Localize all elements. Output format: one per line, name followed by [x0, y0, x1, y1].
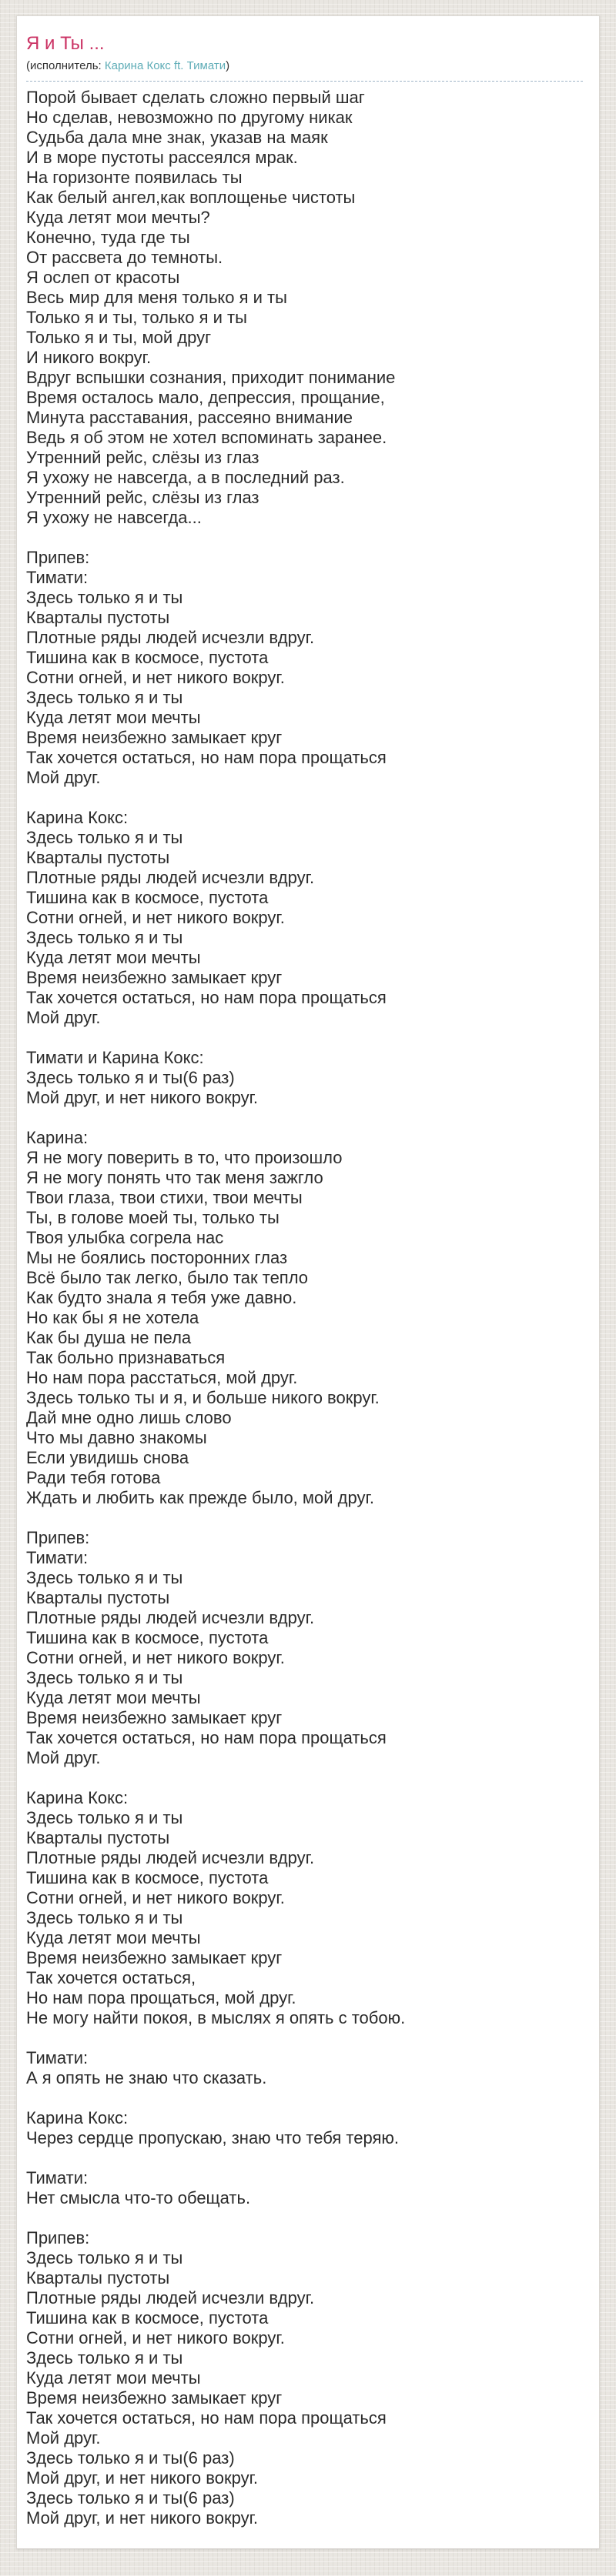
- artist-label-open: (исполнитель:: [26, 59, 105, 72]
- lyric-line: Куда летят мои мечты: [26, 2368, 201, 2387]
- lyric-line: Здесь только я и ты: [26, 2348, 183, 2367]
- lyric-line: Нет смысла что-то обещать.: [26, 2188, 251, 2207]
- lyric-line: Но сделав, невозможно по другому никак: [26, 108, 353, 127]
- lyric-line: Кварталы пустоты: [26, 608, 170, 627]
- lyric-line: Кварталы пустоты: [26, 848, 170, 867]
- lyric-line: Кварталы пустоты: [26, 2268, 170, 2287]
- lyric-line: Карина:: [26, 1128, 89, 1147]
- lyric-line: На горизонте появилась ты: [26, 168, 243, 187]
- lyric-line: Мой друг, и нет никого вокруг.: [26, 2508, 259, 2528]
- stanza: [26, 2048, 582, 2088]
- lyric-line: Куда летят мои мечты: [26, 1688, 201, 1707]
- stanza: [26, 1788, 582, 2028]
- lyric-line: Мой друг.: [26, 1748, 101, 1767]
- stanza: [26, 808, 582, 1028]
- lyric-line: Весь мир для меня только я и ты: [26, 288, 287, 307]
- page-background: [0, 15, 616, 2576]
- lyric-line: Так хочется остаться,: [26, 1968, 196, 1987]
- lyric-line: Плотные ряды людей исчезли вдруг.: [26, 1848, 315, 1867]
- lyric-line: Здесь только я и ты: [26, 588, 183, 607]
- lyric-line: Только я и ты, мой друг: [26, 328, 212, 347]
- lyric-line: Припев:: [26, 2228, 90, 2247]
- lyric-line: Дай мне одно лишь слово: [26, 1408, 232, 1427]
- stanza: [26, 1528, 582, 1768]
- lyric-line: Здесь только я и ты: [26, 2248, 183, 2267]
- lyric-line: Мой друг.: [26, 2428, 101, 2448]
- lyric-line: Ради тебя готова: [26, 1468, 161, 1487]
- lyric-line: Как белый ангел,как воплощенье чистоты: [26, 188, 356, 207]
- artist-label-close: ): [226, 59, 230, 72]
- lyric-line: Я ухожу не навсегда...: [26, 508, 202, 527]
- lyric-line: Куда летят мои мечты: [26, 1928, 201, 1947]
- lyric-line: Здесь только я и ты: [26, 928, 183, 947]
- lyric-line: Кварталы пустоты: [26, 1588, 170, 1607]
- lyric-line: Утренний рейс, слёзы из глаз: [26, 448, 259, 467]
- lyric-line: Так хочется остаться, но нам пора прощаться: [26, 2408, 387, 2428]
- lyric-line: Здесь только я и ты(6 раз): [26, 2488, 235, 2508]
- lyric-line: Кварталы пустоты: [26, 1828, 170, 1847]
- lyric-line: Я не могу поверить в то, что произошло: [26, 1148, 343, 1167]
- lyric-line: Тишина как в космосе, пустота: [26, 1628, 269, 1647]
- lyric-line: Здесь только я и ты: [26, 828, 183, 847]
- lyric-line: И никого вокруг.: [26, 348, 152, 367]
- lyric-line: Здесь только я и ты(6 раз): [26, 1068, 235, 1087]
- lyric-line: Судьба дала мне знак, указав на маяк: [26, 128, 328, 147]
- stanza: [26, 2108, 582, 2148]
- lyric-line: Так больно признаваться: [26, 1348, 226, 1367]
- lyric-line: Утренний рейс, слёзы из глаз: [26, 488, 259, 507]
- song-title: Я и Ты ...: [26, 33, 105, 54]
- lyric-line: Так хочется остаться, но нам пора прощаться: [26, 988, 387, 1007]
- lyrics-card: [16, 15, 600, 2549]
- lyric-line: Через сердце пропускаю, знаю что тебя теряю.: [26, 2128, 399, 2147]
- lyric-line: Время неизбежно замыкает круг: [26, 968, 283, 987]
- lyric-line: Здесь только я и ты: [26, 688, 183, 707]
- lyric-line: Припев:: [26, 1528, 90, 1547]
- lyric-line: Куда летят мои мечты: [26, 948, 201, 967]
- stanza: [26, 548, 582, 788]
- lyric-line: Сотни огней, и нет никого вокруг.: [26, 668, 285, 687]
- lyric-line: Здесь только я и ты: [26, 1668, 183, 1687]
- lyric-line: Тишина как в космосе, пустота: [26, 2308, 269, 2327]
- artist-line: [26, 59, 582, 73]
- lyric-line: Плотные ряды людей исчезли вдруг.: [26, 868, 315, 887]
- lyric-line: Мой друг.: [26, 1008, 101, 1027]
- lyric-line: Мой друг.: [26, 768, 101, 787]
- lyric-line: Плотные ряды людей исчезли вдруг.: [26, 1608, 315, 1627]
- lyric-line: Вдруг вспышки сознания, приходит понимание: [26, 368, 396, 387]
- lyric-line: Конечно, туда где ты: [26, 228, 190, 247]
- lyric-line: Твои глаза, твои стихи, твои мечты: [26, 1188, 303, 1207]
- lyric-line: Тимати:: [26, 2168, 89, 2187]
- lyric-line: Всё было так легко, было так тепло: [26, 1268, 309, 1287]
- lyric-line: Если увидишь снова: [26, 1448, 189, 1467]
- lyric-line: Сотни огней, и нет никого вокруг.: [26, 1888, 285, 1907]
- lyric-line: Ждать и любить как прежде было, мой друг.: [26, 1488, 374, 1507]
- lyric-line: Минута расставания, рассеяно внимание: [26, 408, 353, 427]
- lyric-line: Тишина как в космосе, пустота: [26, 1868, 269, 1887]
- lyric-line: Не могу найти покоя, в мыслях я опять с тобою.: [26, 2008, 406, 2027]
- lyric-line: Я ухожу не навсегда, а в последний раз.: [26, 468, 345, 487]
- artist-ft-separator: ft.: [170, 59, 187, 72]
- lyric-line: Сотни огней, и нет никого вокруг.: [26, 908, 285, 927]
- lyric-line: Время неизбежно замыкает круг: [26, 1708, 283, 1727]
- lyric-line: Как будто знала я тебя уже давно.: [26, 1288, 297, 1307]
- lyric-line: Я ослеп от красоты: [26, 268, 180, 287]
- lyric-line: Плотные ряды людей исчезли вдруг.: [26, 628, 315, 647]
- lyric-line: Ведь я об этом не хотел вспоминать заранее.: [26, 428, 387, 447]
- lyric-line: Только я и ты, только я и ты: [26, 308, 247, 327]
- lyric-line: Что мы давно знакомы: [26, 1428, 207, 1447]
- lyric-line: Карина Кокс:: [26, 2108, 129, 2127]
- lyric-line: Тишина как в космосе, пустота: [26, 648, 269, 667]
- lyric-line: Сотни огней, и нет никого вокруг.: [26, 1648, 285, 1667]
- lyric-line: Так хочется остаться, но нам пора прощаться: [26, 1728, 387, 1747]
- lyric-line: Здесь только я и ты: [26, 1568, 183, 1587]
- lyric-line: Плотные ряды людей исчезли вдруг.: [26, 2288, 315, 2307]
- artist-link-timati[interactable]: Тимати: [186, 59, 226, 72]
- lyric-line: Куда летят мои мечты: [26, 708, 201, 727]
- lyric-line: Мы не боялись посторонних глаз: [26, 1248, 288, 1267]
- lyric-line: Время неизбежно замыкает круг: [26, 728, 283, 747]
- lyric-line: Карина Кокс:: [26, 808, 129, 827]
- lyric-line: Тимати:: [26, 1548, 89, 1567]
- lyric-line: Мой друг, и нет никого вокруг.: [26, 2468, 259, 2488]
- stanza: [26, 1048, 582, 1108]
- lyric-line: Припев:: [26, 548, 90, 567]
- lyric-line: Но нам пора расстаться, мой друг.: [26, 1368, 298, 1387]
- lyric-line: Мой друг, и нет никого вокруг.: [26, 1088, 259, 1107]
- lyric-line: Тимати:: [26, 2048, 89, 2067]
- artist-link-karina-koks[interactable]: Карина Кокс: [104, 59, 171, 72]
- lyric-line: Время неизбежно замыкает круг: [26, 2388, 283, 2407]
- lyric-line: Время неизбежно замыкает круг: [26, 1948, 283, 1967]
- lyric-line: И в море пустоты рассеялся мрак.: [26, 148, 298, 167]
- lyric-line: Так хочется остаться, но нам пора прощаться: [26, 748, 387, 767]
- lyric-line: Как бы душа не пела: [26, 1328, 192, 1347]
- lyric-line: Тимати и Карина Кокс:: [26, 1048, 204, 1067]
- stanza: [26, 88, 582, 528]
- stanza: [26, 2168, 582, 2208]
- lyric-line: Ты, в голове моей ты, только ты: [26, 1208, 280, 1227]
- lyric-line: Тимати:: [26, 568, 89, 587]
- lyric-line: Здесь только я и ты(6 раз): [26, 2448, 235, 2468]
- lyric-line: Порой бывает сделать сложно первый шаг: [26, 88, 365, 107]
- lyric-line: Здесь только я и ты: [26, 1908, 183, 1927]
- lyric-line: Твоя улыбка согрела нас: [26, 1228, 224, 1247]
- lyric-line: Но нам пора прощаться, мой друг.: [26, 1988, 296, 2007]
- dashed-separator: [26, 81, 583, 82]
- lyric-line: Здесь только ты и я, и больше никого вокруг.: [26, 1388, 380, 1407]
- lyric-line: Тишина как в космосе, пустота: [26, 888, 269, 907]
- lyric-line: Куда летят мои мечты?: [26, 208, 210, 227]
- lyric-line: Карина Кокс:: [26, 1788, 129, 1807]
- lyric-line: Но как бы я не хотела: [26, 1308, 199, 1327]
- lyric-line: Сотни огней, и нет никого вокруг.: [26, 2328, 285, 2347]
- lyric-line: А я опять не знаю что сказать.: [26, 2068, 267, 2087]
- lyric-line: Время осталось мало, депрессия, прощание,: [26, 388, 385, 407]
- lyric-line: От рассвета до темноты.: [26, 248, 223, 267]
- lyric-line: Здесь только я и ты: [26, 1808, 183, 1827]
- lyrics-text: [26, 88, 582, 2528]
- lyric-line: Я не могу понять что так меня зажгло: [26, 1168, 323, 1187]
- stanza: [26, 2228, 582, 2528]
- stanza: [26, 1128, 582, 1508]
